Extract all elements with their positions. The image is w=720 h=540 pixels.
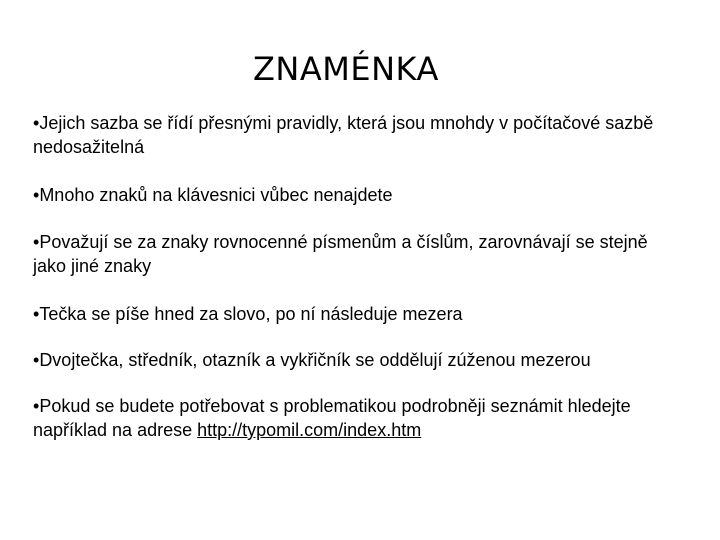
- bullet-item: [33, 394, 683, 442]
- bullet-item: [33, 230, 683, 278]
- bullet-marker: •: [33, 113, 40, 133]
- bullet-text: Považují se za znaky rovnocenné písmenům a číslům, zarovnávají se stejně jako jiné znaky: [33, 232, 648, 276]
- bullet-marker: •: [33, 304, 40, 324]
- bullet-list: [33, 111, 683, 464]
- bullet-item: [33, 183, 683, 207]
- bullet-item: [33, 111, 683, 159]
- bullet-item: [33, 348, 683, 372]
- bullet-marker: •: [33, 185, 40, 205]
- bullet-text: Dvojtečka, středník, otazník a vykřičník se oddělují zúženou mezerou: [39, 350, 591, 370]
- bullet-text: Mnoho znaků na klávesnici vůbec nenajdete: [39, 185, 393, 205]
- bullet-item: [33, 302, 683, 326]
- bullet-marker: •: [33, 350, 40, 370]
- bullet-marker: •: [33, 232, 40, 252]
- typomil-link[interactable]: http://typomil.com/index.htm: [197, 420, 422, 440]
- bullet-text: Jejich sazba se řídí přesnými pravidly, která jsou mnohdy v počítačové sazbě nedosažitelná: [33, 113, 654, 157]
- bullet-marker: •: [33, 396, 40, 416]
- slide-title: ZNAMÉNKA: [253, 50, 439, 88]
- bullet-text: Pokud se budete potřebovat s problematikou podrobněji seznámit hledejte například na adrese: [33, 396, 631, 440]
- bullet-text: Tečka se píše hned za slovo, po ní následuje mezera: [39, 304, 463, 324]
